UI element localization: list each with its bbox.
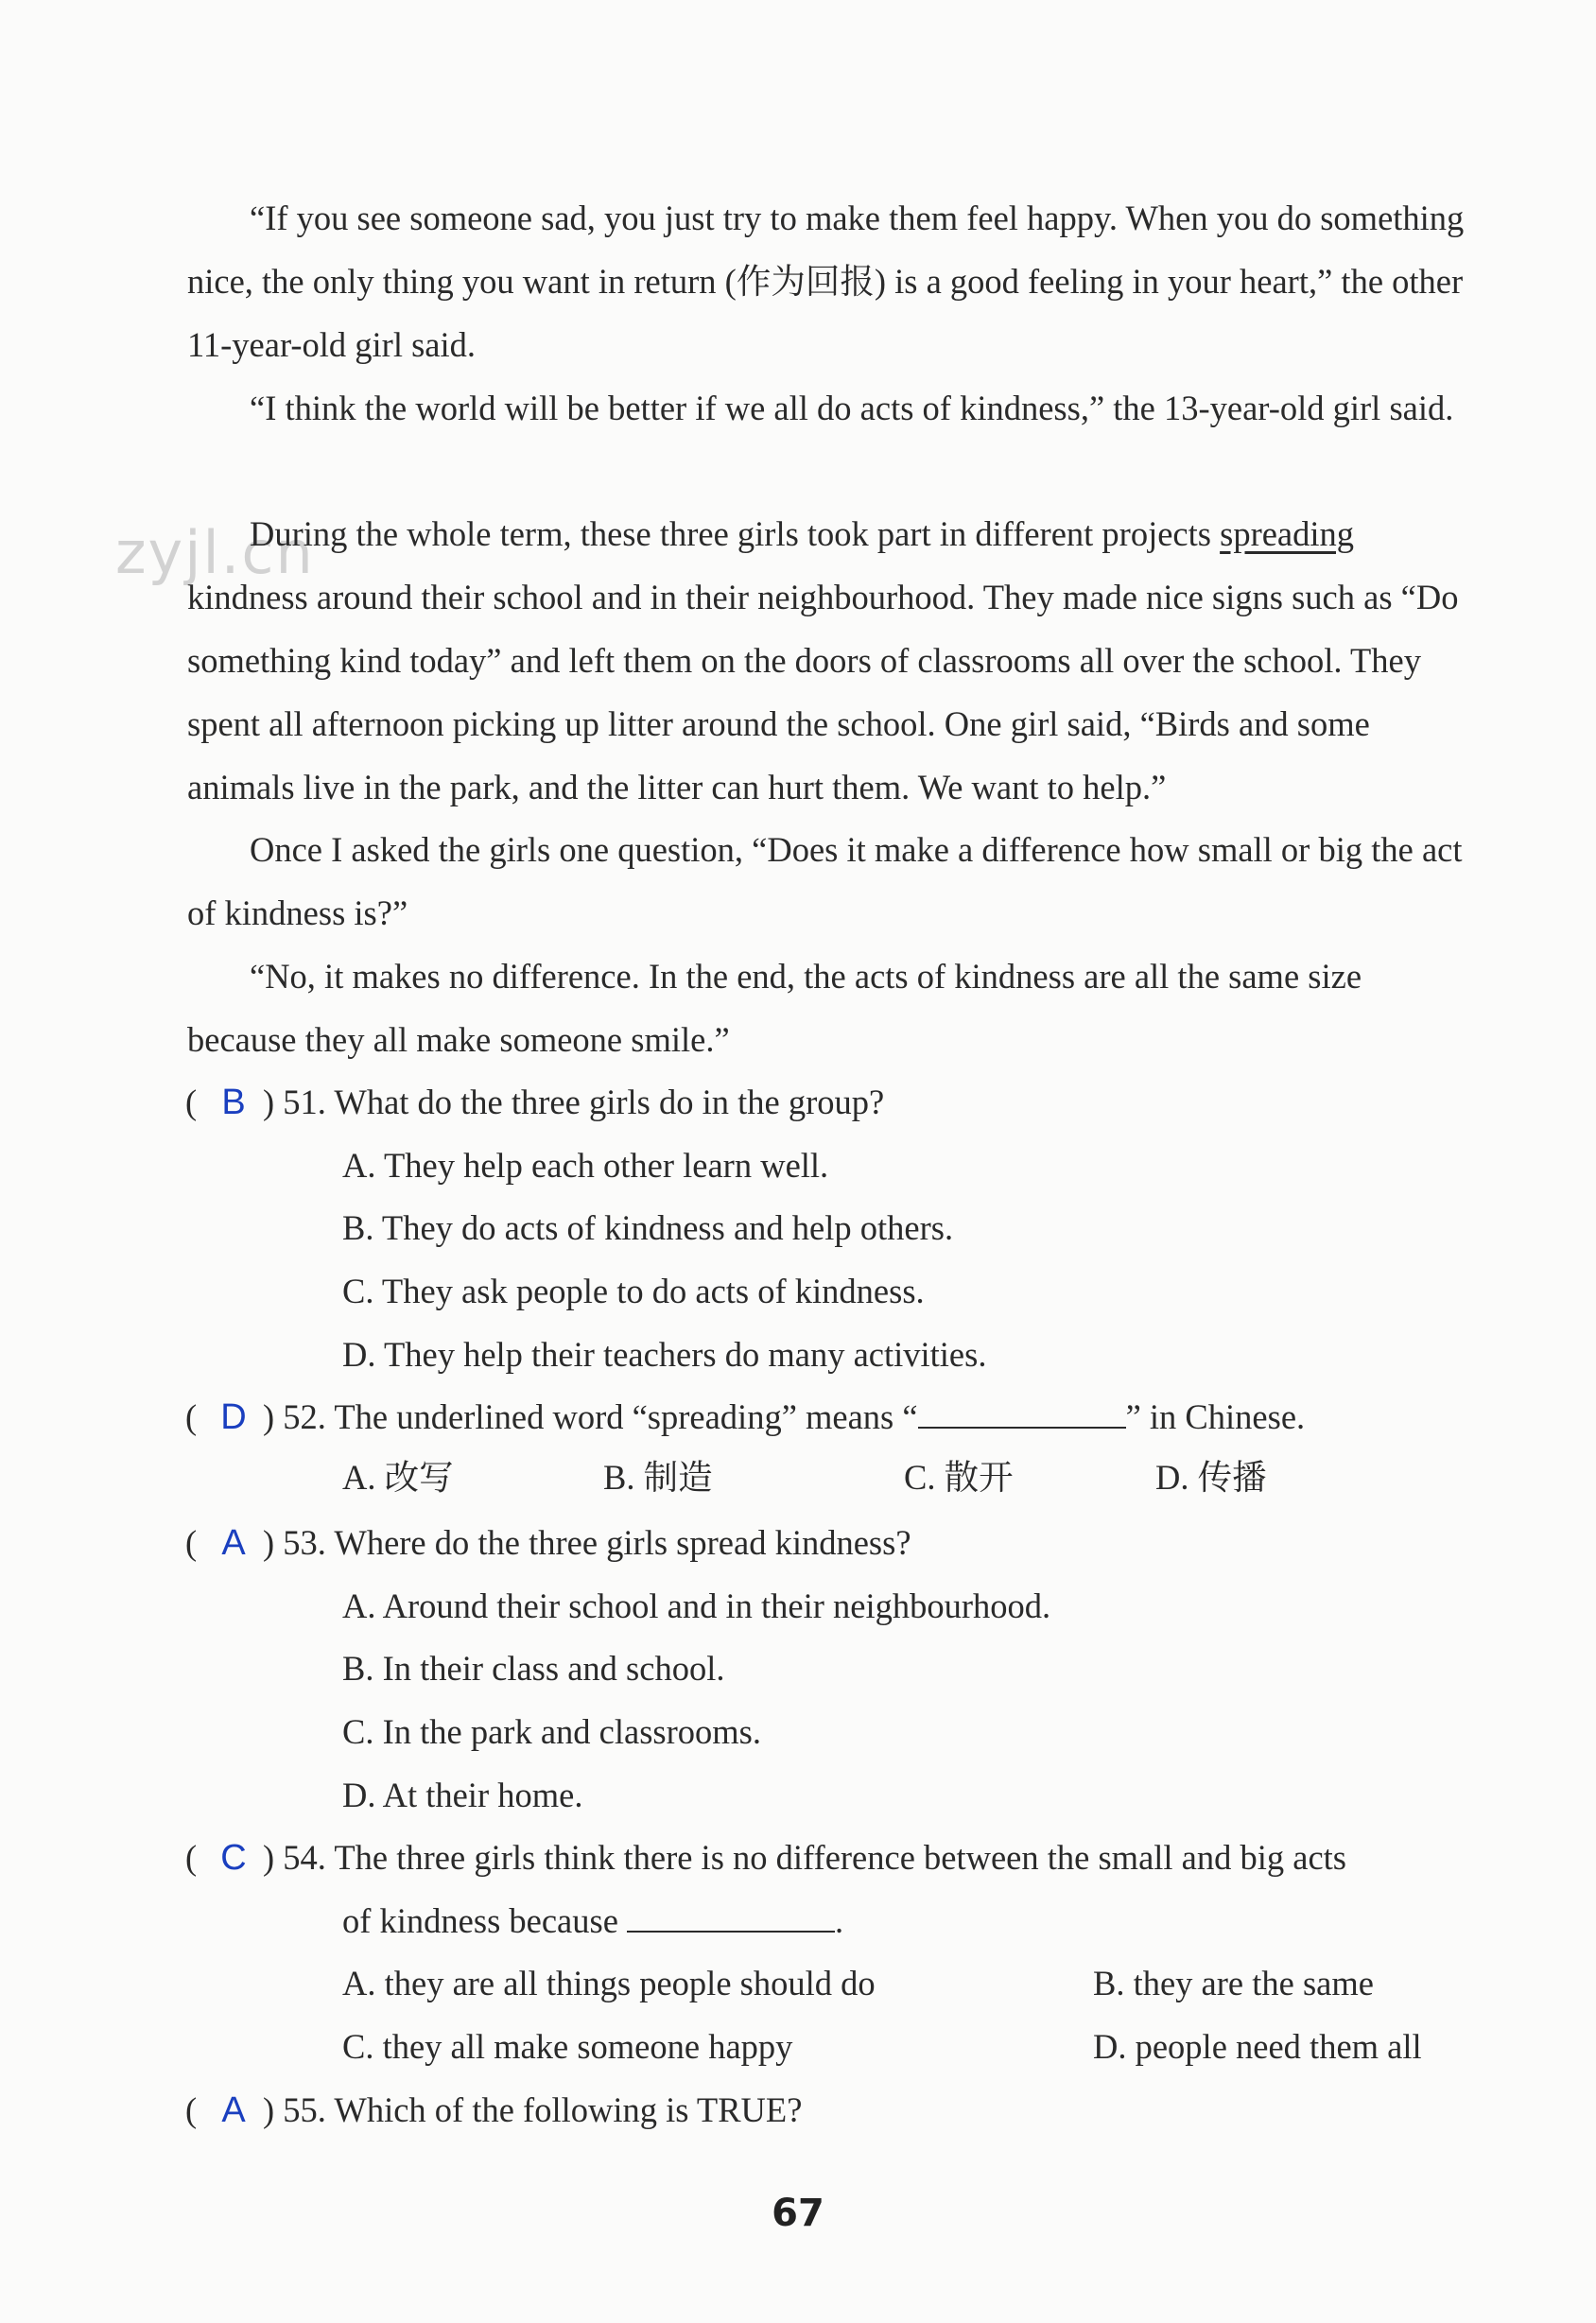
paren-open: ( — [185, 2090, 198, 2129]
option: C. 散开 — [904, 1458, 1014, 1497]
question-stem-end: ” in Chinese. — [1125, 1397, 1306, 1436]
question-53 — [185, 1511, 1490, 1575]
option: D. They help their teachers do many activities. — [342, 1335, 987, 1374]
answer-mark: C — [220, 1838, 247, 1878]
question-stem-cont: of kindness because — [342, 1901, 618, 1940]
answer-mark: D — [220, 1397, 247, 1437]
option: D. 传播 — [1155, 1458, 1267, 1497]
question-stem: ) 53. Where do the three girls spread kindness? — [263, 1523, 911, 1562]
paragraph-1 — [187, 186, 1473, 376]
option: D. people need them all — [1093, 2027, 1422, 2066]
answer-mark: B — [221, 1083, 246, 1122]
paren-open: ( — [185, 1083, 198, 1121]
option: B. In their class and school. — [342, 1649, 725, 1688]
underlined-word: spreading — [1220, 514, 1355, 553]
paren-open: ( — [185, 1838, 198, 1877]
question-54 — [185, 1826, 1490, 1890]
option: A. They help each other learn well. — [342, 1146, 829, 1185]
paragraph-5-text: “No, it makes no difference. In the end, the acts of kindness are all the same size because they all make someone smile.” — [187, 957, 1362, 1059]
option: A. 改写 — [342, 1458, 454, 1497]
question-stem: ) 51. What do the three girls do in the group? — [263, 1083, 885, 1121]
paragraph-3 — [187, 502, 1473, 819]
paragraph-2 — [187, 376, 1473, 440]
paragraph-2-text: “I think the world will be better if we all do acts of kindness,” the 13-year-old girl said. — [250, 389, 1454, 427]
watermark: zyjl.cn — [115, 518, 315, 587]
answer-mark: A — [221, 2090, 246, 2130]
option: D. At their home. — [342, 1776, 583, 1814]
answer-blank — [918, 1398, 1126, 1429]
paren-open: ( — [185, 1523, 198, 1562]
question-stem: ) 54. The three girls think there is no difference between the small and big acts — [263, 1838, 1347, 1877]
option: A. they are all things people should do — [342, 1964, 876, 2002]
paragraph-4 — [187, 818, 1473, 945]
question-52 — [185, 1385, 1490, 1449]
option: B. They do acts of kindness and help others. — [342, 1208, 954, 1247]
option: B. they are the same — [1093, 1964, 1374, 2002]
period: . — [835, 1901, 844, 1940]
paragraph-3-text-b: kindness around their school and in their neighbourhood. They made nice signs such as “Do something kind today” and left them on the doors of classrooms all over the school. They spent all afternoon picking up litter around the school. One girl said, “Birds and some animals live in the park, and the litter can hurt them. We want to help.” — [187, 578, 1459, 806]
paragraph-1-text: “If you see someone sad, you just try to make them feel happy. When you do something nice, the only thing you want in return (作为回报) is a good feeling in your heart,” the other 11-year-old girl said. — [187, 199, 1465, 364]
page-number: 67 — [772, 2192, 824, 2235]
option: C. they all make someone happy — [342, 2027, 793, 2066]
question-stem: ) 52. The underlined word “spreading” means “ — [263, 1397, 918, 1436]
option: A. Around their school and in their neighbourhood. — [342, 1586, 1051, 1625]
paragraph-5 — [187, 945, 1473, 1071]
option: C. In the park and classrooms. — [342, 1712, 761, 1751]
option: C. They ask people to do acts of kindness. — [342, 1272, 925, 1310]
question-stem: ) 55. Which of the following is TRUE? — [263, 2090, 803, 2129]
question-55 — [185, 2078, 1490, 2142]
answer-blank — [627, 1902, 835, 1933]
option: B. 制造 — [603, 1458, 713, 1497]
answer-mark: A — [221, 1523, 246, 1563]
paren-open: ( — [185, 1397, 198, 1436]
question-51 — [185, 1070, 1490, 1135]
question-54-continuation — [342, 1889, 843, 1952]
paragraph-4-text: Once I asked the girls one question, “Does it make a difference how small or big the act of kindness is?” — [187, 830, 1463, 932]
paragraph-3-text-a: During the whole term, these three girls took part in different projects — [250, 514, 1221, 553]
